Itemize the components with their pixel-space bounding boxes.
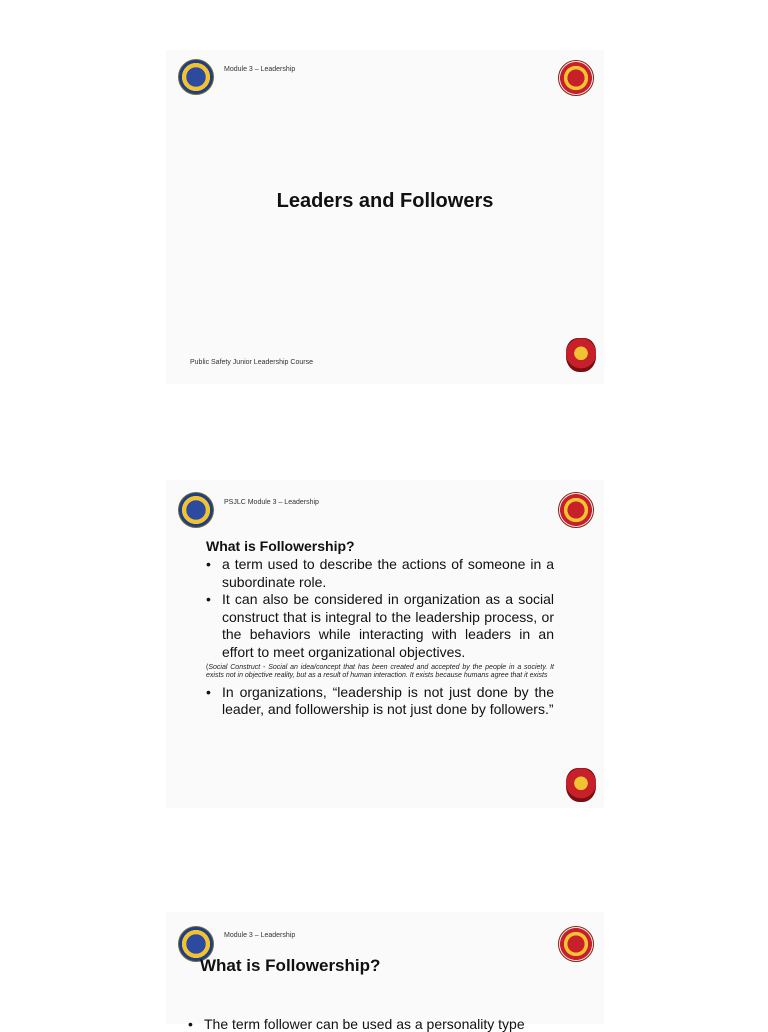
agency-seal-icon [558, 492, 594, 528]
slide-header: Module 3 – Leadership [224, 932, 296, 939]
academy-seal-icon [178, 59, 214, 95]
footnote-social-construct [206, 664, 554, 681]
slide-footer: Public Safety Junior Leadership Course [190, 359, 313, 366]
academy-seal-icon [178, 492, 214, 528]
police-badge-icon [566, 338, 596, 372]
bullet-item: • In organizations, “leadership is not just done by the leader, and followership is not just done by followers.” [206, 684, 554, 719]
agency-seal-icon [558, 60, 594, 96]
police-badge-icon [566, 768, 596, 802]
bullet-item: • It can also be considered in organization as a social construct that is integral to the leadership process, or the behaviors while interacting with leaders in an effort to meet organizational objectives. [206, 591, 554, 661]
footnote-paren: ( [206, 663, 209, 671]
agency-seal-icon [558, 926, 594, 962]
bullet-item: • a term used to describe the actions of someone in a subordinate role. [206, 556, 554, 591]
slide-header: PSJLC Module 3 – Leadership [224, 499, 319, 506]
slide-content [206, 538, 554, 719]
slide-header: Module 3 – Leadership [224, 66, 296, 73]
slide-title: Leaders and Followers [276, 190, 494, 212]
bullet-item: • The term follower can be used as a personality type [188, 1016, 574, 1032]
slide-title: What is Followership? [206, 538, 355, 554]
slide-what-is-followership-2 [166, 912, 604, 1032]
slide-what-is-followership [166, 480, 604, 808]
slide-title: What is Followership? [200, 956, 381, 975]
footnote-text: Social Construct - Social an idea/concept that has been created and accepted by the people in a society. It exists not in objective reality, but as a result of human interaction. It exists because humans agree that it exists [206, 663, 554, 680]
slide-leaders-and-followers [166, 50, 604, 384]
